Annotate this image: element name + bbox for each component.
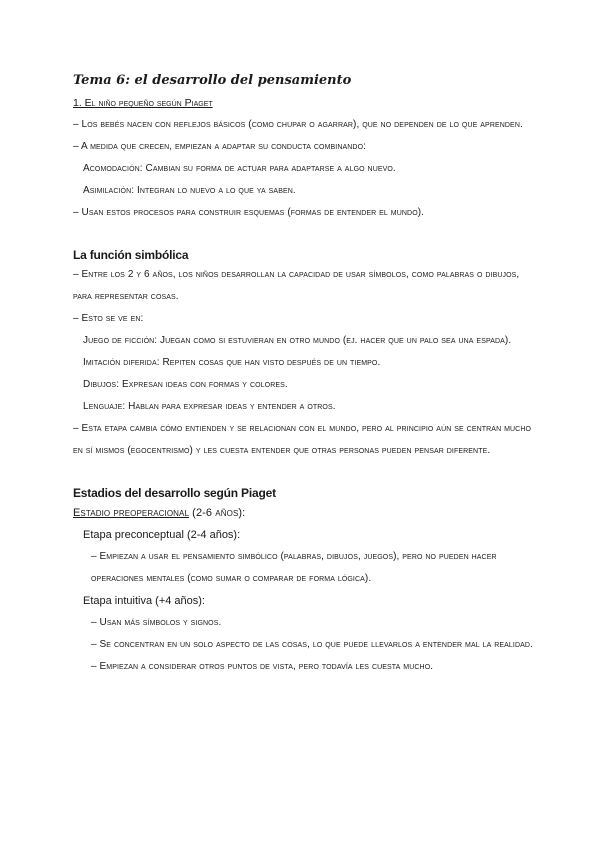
document-page — [73, 72, 533, 678]
document-title: Tema 6: el desarrollo del pensamiento — [73, 73, 352, 88]
section2-heading: La función simbólica — [73, 248, 189, 262]
spacer — [73, 224, 533, 246]
section2-item-imitacion: Imitación diferida: Repiten cosas que han visto después de un tiempo. — [83, 357, 381, 368]
section3-heading: Estadios del desarrollo según Piaget — [73, 486, 276, 500]
section2-intro: – Entre los 2 y 6 años, los niños desarrollan la capacidad de usar símbolos, como palabras o dibujos, para representar cosas. — [73, 269, 520, 302]
section1-line-1: – Los bebés nacen con reflejos básicos (como chupar o agarrar), que no dependen de lo que aprenden. — [73, 119, 523, 130]
section2-item-dibujos: Dibujos: Expresan ideas con formas y colores. — [83, 379, 288, 390]
section1-last-line: – Usan estos procesos para construir esquemas (formas de entender el mundo). — [73, 207, 425, 218]
substage-preconceptual: Etapa preconceptual (2-4 años): — [83, 529, 241, 541]
spacer — [73, 462, 533, 484]
preconceptual-item-1: – Empiezan a usar el pensamiento simbólico (palabras, dibujos, juegos), pero no pueden hacer operaciones mentales (como sumar o comparar de forma lógica). — [91, 551, 497, 584]
section2-item-lenguaje: Lenguaje: Hablan para expresar ideas y entender a otros. — [83, 401, 336, 412]
section1-heading: 1. El niño pequeño según Piaget — [73, 97, 213, 109]
intuitiva-item-2: – Se concentran en un solo aspecto de las cosas, lo que puede llevarlos a entender mal la realidad. — [91, 639, 533, 650]
section2-item-juego: Juego de ficción: Juegan como si estuvieran en otro mundo (ej. hacer que un palo sea una espada). — [83, 335, 512, 346]
stage-line — [73, 502, 533, 524]
section1-item-acomodacion: Acomodación: Cambian su forma de actuar para adaptarse a algo nuevo. — [83, 163, 396, 174]
section1-item-asimilacion: Asimilación: Integran lo nuevo a lo que ya saben. — [83, 185, 296, 196]
stage-name: Estadio preoperacional — [73, 507, 190, 519]
section2-seen: – Esto se ve en: — [73, 313, 144, 324]
substage-intuitiva: Etapa intuitiva (+4 años): — [83, 595, 205, 607]
stage-range: (2-6 años): — [189, 507, 246, 519]
intuitiva-item-3: – Empiezan a considerar otros puntos de vista, pero todavía les cuesta mucho. — [91, 661, 434, 672]
section2-last-line: – Esta etapa cambia cómo entienden y se relacionan con el mundo, pero al principio aún se centran mucho en sí mismos (egocentrismo) y les cuesta entender que otras personas pueden pensar diferente. — [73, 423, 532, 456]
section1-line-2: – A medida que crecen, empiezan a adaptar su conducta combinando: — [73, 141, 367, 152]
intuitiva-item-1: – Usan más símbolos y signos. — [91, 617, 222, 628]
